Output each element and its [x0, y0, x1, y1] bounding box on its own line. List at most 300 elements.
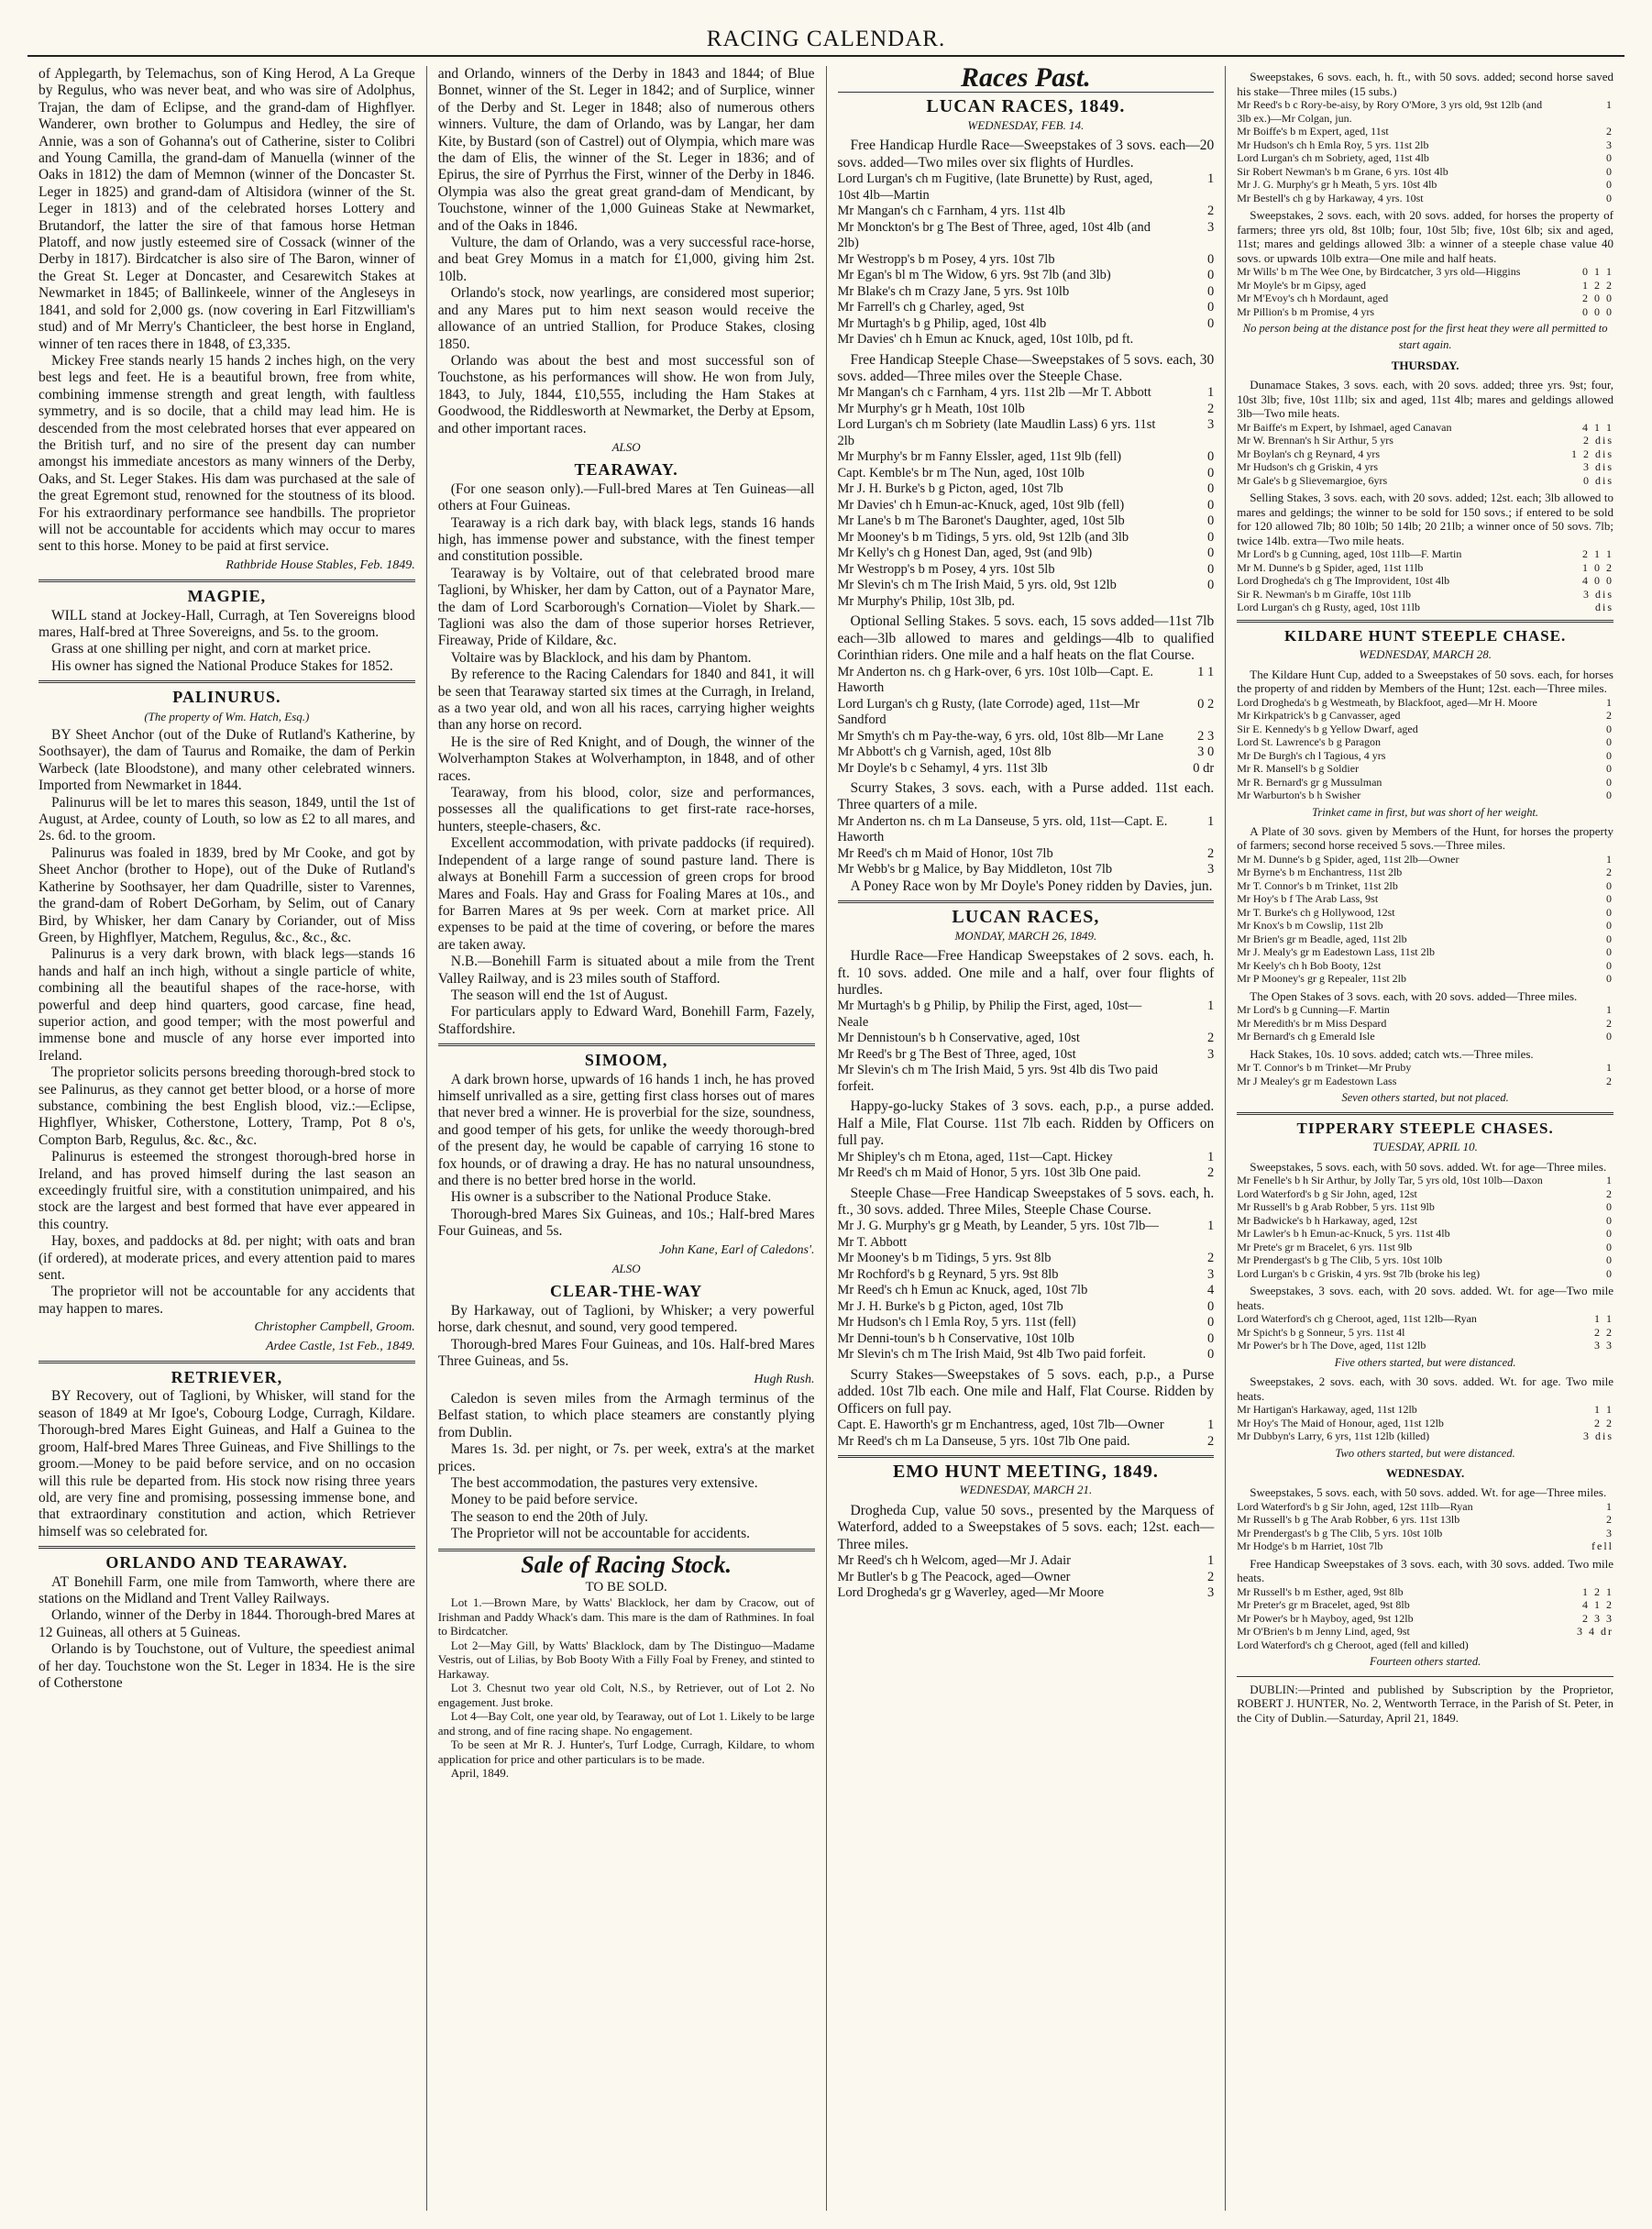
race-block — [838, 1186, 1215, 1363]
runner-placing: 0 2 — [1197, 696, 1215, 712]
runner-placing: 0 — [1606, 762, 1613, 776]
runner-name: Mr Dubbyn's Larry, 6 yrs, 11st 12lb (killed) — [1237, 1429, 1430, 1443]
runner-name: Lord Drogheda's gr g Waverley, aged—Mr Moore — [837, 1585, 1105, 1601]
runner-placing: 1 — [1606, 1174, 1613, 1187]
runner-row — [838, 1434, 1215, 1451]
runner-placing: 0 — [1207, 465, 1215, 480]
runner-row — [838, 268, 1215, 284]
tearaway-text-8: Excellent accommodation, with private paddocks (if required). Independent of a large range of sound pasture land. There is always at Bonehill Farm a succession of green crops for brood Mares and Foals. Hay and Grass for Foaling Mares at 10s., and for Barren Mares at 9s per week. Corn at market price. All expenses to be paid at the time of covering, or before the mares are taken away. — [437, 835, 815, 953]
race-block — [1237, 989, 1613, 1043]
runner-row — [838, 284, 1215, 301]
runner-placing: 1 0 2 — [1582, 560, 1613, 574]
runner-row — [1237, 460, 1613, 474]
runner-name: Mr Hoy's b f The Arab Lass, 9st — [1237, 892, 1379, 906]
runner-name: Lord Lurgan's ch g Rusty, (late Corrode) aged, 11st—Mr Sandford — [837, 696, 1140, 728]
runner-row — [838, 1418, 1215, 1434]
tearaway-text-4: Voltaire was by Blacklock, and his dam by Phantom. — [450, 649, 752, 666]
runner-name: Mr Butler's b g The Peacock, aged—Owner — [837, 1569, 1071, 1584]
race-block — [1237, 70, 1613, 204]
runner-name: Mr Pillion's b m Promise, 4 yrs — [1237, 304, 1375, 318]
poney-race: A Poney Race won by Mr Doyle's Poney ridden by Davies, jun. — [850, 877, 1213, 894]
runner-row — [1237, 1241, 1613, 1254]
runner-name: Mr P Mooney's gr g Repealer, 11st 2lb — [1237, 972, 1407, 986]
palinurus-heading: PALINURUS. — [172, 688, 281, 707]
race-block — [1237, 1485, 1613, 1553]
runner-placing: 3 — [1207, 1585, 1215, 1601]
runner-placing: 1 — [1207, 999, 1215, 1014]
runner-name: Mr J. H. Burke's b g Picton, aged, 10st 7lb — [837, 481, 1063, 497]
runner-row — [1237, 547, 1613, 561]
runner-name: Mr Knox's b m Cowslip, 11st 2lb — [1237, 919, 1383, 932]
runner-placing: 0 — [1606, 1266, 1613, 1280]
runner-row — [838, 1570, 1215, 1586]
runner-placing: 0 — [1207, 449, 1215, 465]
race-block — [838, 352, 1215, 611]
runner-placing: 1 2 1 — [1582, 1584, 1613, 1598]
runner-name: Mr Power's br h The Dove, aged, 11st 12lb — [1237, 1339, 1426, 1352]
runner-name: Mr Prendergast's b g The Clib, 5 yrs. 10st 10lb — [1237, 1253, 1443, 1267]
runner-name: Mr Meredith's br m Miss Despard — [1237, 1016, 1387, 1030]
runner-row — [838, 1283, 1215, 1299]
race-conditions: Sweepstakes, 2 sovs. each, with 20 sovs. added, for horses the property of farmers; three yrs old, 8st 10lb; four, 10st 5lb; five, 10st 6lb; six and aged, 11st; mares and geldings allowed 3lb: a winner of a steeple chase value 40 sovs. or upwards 10lb extra—One mile and half heats. — [1237, 208, 1613, 265]
runner-placing: 0 — [1207, 1315, 1215, 1330]
palinurus-text-4: Palinurus is a very dark brown, with black legs—stands 16 hands and half an inch high, without a single particle of white, combining all the beautiful shapes of the race-horse, with powerful and deep hind quarters, good carcase, fine head, superior action, and good temper; with the most powerful and immense bone and muscle of any horse ever imported into Ireland. — [39, 946, 415, 1064]
runner-placing: 0 — [1207, 481, 1215, 497]
runner-placing: 2 2 — [1594, 1416, 1613, 1429]
runner-placing: 2 — [1207, 845, 1215, 861]
runner-row — [1237, 1075, 1613, 1088]
runner-row — [838, 316, 1215, 333]
runner-row — [1237, 749, 1613, 763]
runner-row — [1237, 1187, 1613, 1201]
palinurus-signature-2: Ardee Castle, 1st Feb., 1849. — [265, 1339, 415, 1353]
runner-name: Mr Bestell's ch g by Harkaway, 4 yrs. 10st — [1237, 191, 1424, 204]
runner-name: Mr Westropp's b m Posey, 4 yrs. 10st 5lb — [837, 561, 1055, 577]
kildare-hunt-heading: KILDARE HUNT STEEPLE CHASE. — [1283, 626, 1567, 645]
runner-row — [838, 1331, 1215, 1348]
race-block — [1237, 1557, 1613, 1671]
runner-row — [838, 252, 1215, 269]
runner-name: Sir Robert Newman's b m Grane, 6 yrs. 10st 4lb — [1237, 164, 1448, 178]
palinurus-text-6: Palinurus is esteemed the strongest thorough-bred horse in Ireland, and has proved himself during the last season an exceedingly fruitful sire, with a constitution unimpaired, and his stock are the largest and best formed that have ever appeared in this country. — [39, 1149, 415, 1232]
runner-name: Mr Boylan's ch g Reynard, 4 yrs — [1237, 447, 1381, 460]
runner-placing: 2 0 0 — [1582, 292, 1613, 304]
race-conditions: Dunamace Stakes, 3 sovs. each, with 20 sovs. added; three yrs. 9st; four, 10st 3lb; five, 10st 11lb; six and aged, 11st 4lb; mares and geldings allowed 3lb—Two mile heats. — [1237, 378, 1613, 421]
race-conditions: Steeple Chase—Free Handicap Sweepstakes of 5 sovs. each, h. ft., 30 sovs. added. Three Miles, Steeple Chase Course. — [837, 1185, 1215, 1218]
runner-placing: 0 — [1207, 497, 1215, 513]
runner-name: Mr Power's br h Mayboy, aged, 9st 12lb — [1237, 1611, 1414, 1625]
runner-placing: 2 — [1207, 1433, 1215, 1449]
lot-1: Lot 1.—Brown Mare, by Watts' Blacklock, her dam by Cracow, out of Irishman and Paddy Whack's dam. This mare is the dam of Rathmines. In foal to Birdcatcher. — [437, 1595, 815, 1639]
runner-row — [838, 562, 1215, 579]
runner-row — [1237, 305, 1613, 319]
runner-name: Mr Reed's br g The Best of Three, aged, 10st — [837, 1046, 1076, 1062]
runner-row — [1237, 932, 1613, 946]
runner-row — [1237, 1527, 1613, 1540]
runner-name: Mr Hudson's ch h Emla Roy, 5 yrs. 11st 2lb — [1237, 138, 1429, 151]
also-label: ALSO — [611, 439, 641, 454]
runner-row — [838, 1150, 1215, 1166]
runner-placing: 2 — [1207, 204, 1215, 219]
magpie-text-3: His owner has signed the National Produce Stakes for 1852. — [51, 657, 393, 674]
runner-placing: 0 — [1606, 748, 1613, 762]
clear-the-way-text-3: Caledon is seven miles from the Armagh terminus of the Belfast station, to which place steamers are constantly plying from Dublin. — [437, 1390, 815, 1440]
runner-row — [1237, 1403, 1613, 1417]
runner-row — [1237, 1227, 1613, 1241]
runner-name: Mr Westropp's b m Posey, 4 yrs. 10st 7lb — [837, 251, 1055, 267]
runner-placing: 0 — [1207, 578, 1215, 593]
runner-placing: 2 — [1606, 709, 1613, 723]
tearaway-text-5: By reference to the Racing Calendars for 1840 and 841, it will be seen that Tearaway started six times at the Curragh, in Ireland, as a two year old, and won all his races, carrying higher weights than any horse on record. — [437, 667, 815, 734]
runner-placing: 0 — [1606, 1200, 1613, 1214]
runner-name: Mr Keely's ch h Bob Booty, 12st — [1237, 958, 1382, 972]
runner-row — [838, 300, 1215, 316]
tipperary-date: TUESDAY, APRIL 10. — [1372, 1140, 1478, 1154]
runner-name: Mr Hoy's The Maid of Honour, aged, 11st 12lb — [1237, 1416, 1444, 1429]
runner-row — [838, 862, 1215, 878]
runner-row — [838, 546, 1215, 562]
runner-name: Mr Hartigan's Harkaway, aged, 11st 12lb — [1237, 1403, 1417, 1417]
runner-name: Mr Lawler's b h Emun-ac-Knuck, 5 yrs. 11st 4lb — [1237, 1227, 1450, 1241]
divider — [39, 1361, 415, 1363]
runner-row — [838, 1315, 1215, 1331]
lucan-races-2-heading: LUCAN RACES, — [952, 907, 1100, 928]
runner-placing: 4 0 0 — [1582, 574, 1613, 588]
runner-placing: 1 — [1207, 1553, 1215, 1569]
runner-row — [1237, 959, 1613, 973]
runner-placing: 0 — [1207, 251, 1215, 267]
race-conditions: Free Handicap Sweepstakes of 3 sovs. each, with 30 sovs. added. Two mile heats. — [1237, 1556, 1613, 1585]
runner-name: Mr Moyle's br m Gipsy, aged — [1237, 278, 1366, 292]
runner-name: Lord Lurgan's ch m Sobriety, aged, 11st 4lb — [1237, 151, 1429, 164]
divider — [39, 680, 415, 683]
runner-row — [1237, 1017, 1613, 1031]
column-1 — [28, 66, 427, 2211]
race-conditions: Sweepstakes, 3 sovs. each, with 20 sovs. added. Wt. for age—Two mile heats. — [1237, 1284, 1613, 1312]
divider — [39, 579, 415, 582]
runner-row — [838, 481, 1215, 498]
magpie-text-1: WILL stand at Jockey-Hall, Curragh, at Ten Sovereigns blood mares, Half-bred at Three Sovereigns, and 5s. to the groom. — [39, 607, 415, 640]
runner-row — [1237, 1339, 1613, 1352]
runner-placing: 0 1 1 — [1582, 265, 1613, 278]
runner-placing: 0 — [1606, 191, 1613, 204]
runner-placing: 0 — [1606, 892, 1613, 906]
orlando-continued-1: and Orlando, winners of the Derby in 1843 and 1844; of Blue Bonnet, winner of the St. Leger in 1842; and of Surplice, winner of the Derby and St. Leger in 1848; also of numerous others winners. Vulture, the dam of Orlando, was by Langar, her dam Kite, by Bustard (son of Castrel) out of Olympia, which mare was the dam of Elis, the winner of the St. Leger in 1836; and of Epirus, the sire of Pyrrhus the First, winner of the Derby in 1846. Olympia was also the great great grand-dam of Mendicant, by Touchstone, winner of the 1,000 Guineas Stake at Newmarket, and of the Oaks in 1846. — [437, 66, 815, 234]
runner-placing: 3 — [1606, 1526, 1613, 1539]
race-block — [838, 138, 1215, 348]
runner-row — [1237, 972, 1613, 986]
runner-placing: 0 — [1606, 1227, 1613, 1241]
runner-row — [1237, 866, 1613, 879]
tearaway-heading: TEARAWAY. — [574, 460, 678, 480]
runner-row — [838, 578, 1215, 594]
runner-placing: 1 2 dis — [1570, 447, 1613, 460]
runner-row — [1237, 853, 1613, 866]
races-past-heading: Races Past. — [961, 66, 1091, 93]
clear-the-way-signature: Hugh Rush. — [754, 1373, 815, 1387]
runner-row — [838, 530, 1215, 546]
runner-placing: 3 dis — [1582, 460, 1613, 474]
runner-name: Mr W. Brennan's h Sir Arthur, 5 yrs — [1237, 434, 1393, 447]
runner-row — [1237, 151, 1613, 165]
tearaway-text-11: For particulars apply to Edward Ward, Bonehill Farm, Fazely, Staffordshire. — [437, 1004, 815, 1037]
mickey-free-description: Mickey Free stands nearly 15 hands 2 inches high, on the very best legs and feet. He is a beautiful brown, free from white, combining immense strength and great length, with faultless symmetry, and is so docile, that a child may lead him. He is descended from the most celebrated horses that ever appeared on the British turf, and no sire of the present day can number amongst his immediate ancestors as many winners of the Derby, Oaks, and St. Leger Stakes. His dam was purchased at the sale of the great Egremont stud, renowned for the stoutness of its blood. For his extraordinary performance see handbills. The proprietor will not be accountable for accidents which may occur to mares sent to this horse. Money to be paid at first service. — [39, 352, 415, 555]
runner-placing: 0 — [1207, 283, 1215, 299]
runner-row — [838, 402, 1215, 418]
runner-name: Capt. Kemble's br m The Nun, aged, 10st 10lb — [837, 465, 1085, 480]
race-conditions: Scurry Stakes—Sweepstakes of 5 sovs. each, p.p., a Purse added. 10st 7lb each. One mile and Half, Flat Course. Ridden by Officers on full pay. — [837, 1366, 1215, 1417]
runner-placing: 0 — [1207, 1347, 1215, 1363]
runner-row — [1237, 1429, 1613, 1443]
runner-row — [1237, 1267, 1613, 1281]
runner-row — [1237, 292, 1613, 305]
runner-placing: 0 0 0 — [1582, 304, 1613, 318]
runner-name: Mr Hudson's ch g Griskin, 4 yrs — [1237, 460, 1379, 474]
runner-row — [1237, 98, 1613, 125]
runner-placing: 1 1 — [1594, 1312, 1613, 1326]
divider — [438, 1043, 815, 1046]
race-conditions: Sweepstakes, 6 sovs. each, h. ft., with 50 sovs. added; second horse saved his stake—Three miles (15 subs.) — [1237, 70, 1613, 98]
runner-placing: 3 3 — [1594, 1339, 1613, 1352]
orlando-continued-2: Vulture, the dam of Orlando, was a very successful race-horse, and beat Grey Momus in a match for £1,000, giving him 2st. 10lb. — [437, 235, 815, 284]
runner-placing: 0 — [1606, 722, 1613, 735]
runner-placing: 1 — [1606, 98, 1613, 111]
runner-name: Mr R. Bernard's gr g Mussulman — [1237, 775, 1382, 789]
divider — [838, 900, 1215, 903]
runner-name: Mr Hudson's ch l Emla Roy, 5 yrs. 11st (fell) — [837, 1315, 1076, 1330]
runner-row — [1237, 906, 1613, 920]
runner-row — [838, 761, 1215, 778]
runner-row — [838, 1031, 1215, 1047]
runner-row — [1237, 879, 1613, 893]
runner-row — [838, 1165, 1215, 1182]
runner-placing: 0 dr — [1193, 760, 1215, 776]
runner-placing: 0 — [1606, 151, 1613, 164]
runner-placing: 0 — [1606, 1030, 1613, 1043]
race-block — [1237, 668, 1613, 821]
runner-placing: 0 — [1207, 315, 1215, 331]
runner-row — [838, 697, 1215, 729]
runner-name: Mr Murphy's br m Fanny Elssler, aged, 11st 9lb (fell) — [837, 449, 1122, 465]
runner-name: Lord Lurgan's ch g Rusty, aged, 10st 11lb — [1237, 601, 1420, 614]
runner-row — [1237, 574, 1613, 588]
clear-the-way-text-4: Mares 1s. 3d. per night, or 7s. per week, extra's at the market prices. — [437, 1441, 815, 1474]
tearaway-text-6: He is the sire of Red Knight, and of Dough, the winner of the Wolverhampton Stakes at Wolverhampton, in 1848, and of other races. — [437, 734, 815, 784]
runner-placing: 2 1 1 — [1582, 547, 1613, 561]
race-block — [838, 1503, 1215, 1602]
runner-name: Mr Rochford's b g Reynard, 5 yrs. 9st 8lb — [837, 1266, 1059, 1282]
divider — [1237, 620, 1613, 623]
runner-row — [1237, 1612, 1613, 1626]
tearaway-text-3: Tearaway is by Voltaire, out of that celebrated brood mare Taglioni, by Whisker, her dam by Catton, out of a Paynator Mare, the dam of Lord Scarborough's Cornation—Violet by Shark.—Taglioni was also the dam of those superior horses Retriever, Fireaway, Pride of Kildare, &c. — [437, 565, 815, 649]
runner-row — [1237, 588, 1613, 601]
runner-row — [1237, 561, 1613, 575]
race-block — [1237, 824, 1613, 986]
runner-name: Mr Egan's bl m The Widow, 6 yrs. 9st 7lb (and 3lb) — [837, 268, 1111, 283]
clear-the-way-text-6: Money to be paid before service. — [450, 1492, 638, 1508]
runner-name: Capt. E. Haworth's gr m Enchantress, aged, 10st 7lb—Owner — [837, 1418, 1164, 1433]
runner-row — [1237, 178, 1613, 192]
runner-placing: 3 dis — [1582, 587, 1613, 601]
runner-row — [1237, 474, 1613, 488]
runner-placing: 2 — [1606, 125, 1613, 138]
runner-row — [1237, 447, 1613, 461]
runner-placing: 3 — [1207, 1046, 1215, 1062]
runner-placing: 2 — [1207, 1165, 1215, 1181]
runner-placing: 0 dis — [1582, 473, 1613, 487]
palinurus-text-8: The proprietor will not be accountable for any accidents that may happen to mares. — [39, 1284, 415, 1317]
runner-placing: 4 1 1 — [1582, 420, 1613, 434]
runner-placing: 0 — [1606, 164, 1613, 178]
runner-placing: 2 3 3 — [1582, 1611, 1613, 1625]
race-block — [838, 948, 1215, 1095]
runner-row — [838, 1219, 1215, 1251]
page-title: RACING CALENDAR. — [28, 24, 1624, 57]
runner-placing: 1 — [1606, 852, 1613, 866]
runner-name: Mr Gale's b g Slievemargioe, 6yrs — [1237, 473, 1388, 487]
runner-name: Mr Farrell's ch g Charley, aged, 9st — [837, 300, 1025, 315]
runner-name: Mr Prendergast's b g The Clib, 5 yrs. 10st 10lb — [1237, 1526, 1443, 1539]
runner-name: Mr Brien's gr m Beadle, aged, 11st 2lb — [1237, 932, 1407, 945]
thursday-label: THURSDAY. — [1391, 358, 1459, 372]
tearaway-text-1: (For one season only).—Full-bred Mares at Ten Guineas—all others at Four Guineas. — [437, 480, 815, 514]
race-conditions: Happy-go-lucky Stakes of 3 sovs. each, p.p., a purse added. Half a Mile, Flat Course. 11st 7lb each. Ridden by Officers on full pay. — [837, 1098, 1215, 1149]
runner-name: Mr Smyth's ch m Pay-the-way, 6 yrs. old, 10st 8lb—Mr Lane — [837, 728, 1164, 744]
runner-row — [1237, 776, 1613, 789]
race-conditions: Scurry Stakes, 3 sovs. each, with a Purse added. 11st each. Three quarters of a mile. — [837, 780, 1215, 813]
runner-row — [1237, 138, 1613, 152]
race-note: No person being at the distance post for the first heat they were all permitted to start again. — [1242, 322, 1608, 352]
runner-row — [838, 513, 1215, 530]
runner-placing: 2 — [1606, 1186, 1613, 1200]
runner-name: Mr Russell's b g Arab Robber, 5 yrs. 11st 9lb — [1237, 1200, 1435, 1214]
runner-placing: 1 — [1207, 385, 1215, 401]
runner-name: Lord Waterford's b g Sir John, aged, 12st 11lb—Ryan — [1237, 1499, 1473, 1513]
race-conditions: A Plate of 30 sovs. given by Members of the Hunt, for horses the property of farmers; second horse received 5 sovs.—Three miles. — [1237, 823, 1613, 853]
race-note: Two others started, but were distanced. — [1335, 1446, 1515, 1460]
runner-row — [1237, 1253, 1613, 1267]
runner-name: Mr Russell's b m Esther, aged, 9st 8lb — [1237, 1584, 1404, 1598]
runner-name: Lord Waterford's ch g Cheroot, aged, 11st 12lb—Ryan — [1237, 1312, 1477, 1326]
divider — [1237, 1676, 1613, 1677]
runner-placing: 0 — [1207, 529, 1215, 545]
sale-lots — [438, 1595, 815, 1781]
runner-row — [838, 846, 1215, 863]
simoom-signature: John Kane, Earl of Caledons'. — [659, 1242, 815, 1257]
runner-row — [838, 999, 1215, 1031]
runner-placing: 0 — [1207, 268, 1215, 283]
runner-row — [838, 1347, 1215, 1363]
palinurus-text-1: BY Sheet Anchor (out of the Duke of Rutland's Katherine, by Soothsayer), the dam of Taurus and Romaike, the dam of Perkin Warbeck (late Bloodstone), and many other celebrated winners. Imported from Newmarket in 1844. — [39, 727, 415, 794]
retriever-heading: RETRIEVER, — [171, 1368, 283, 1387]
runner-row — [1237, 762, 1613, 776]
runner-name: Mr Blake's ch m Crazy Jane, 5 yrs. 9st 10lb — [837, 283, 1070, 299]
runner-name: Mr Reed's ch m La Danseuse, 5 yrs. 10st 7lb One paid. — [837, 1433, 1130, 1449]
runner-name: Mr Hodge's b m Harriet, 10st 7lb — [1237, 1539, 1383, 1553]
runner-placing: fell — [1591, 1539, 1613, 1553]
runner-placing: 0 — [1606, 1253, 1613, 1267]
runner-name: Mr J Mealey's gr m Eadestown Lass — [1237, 1074, 1397, 1087]
runner-name: Mr Preter's gr m Bracelet, aged, 9st 8lb — [1237, 1598, 1410, 1612]
also-label: ALSO — [611, 1262, 641, 1276]
runner-name: Mr Murphy's gr h Meath, 10st 10lb — [837, 401, 1025, 416]
sale-subheading: TO BE SOLD. — [585, 1579, 667, 1595]
race-conditions: Hurdle Race—Free Handicap Sweepstakes of 2 sovs. each, h. ft. 10 sovs. added. One mile and a half, over four flights of hurdles. — [837, 948, 1215, 998]
race-note: Seven others started, but not placed. — [1341, 1091, 1509, 1105]
runner-name: Mr Slevin's ch m The Irish Maid, 5 yrs. old, 9st 12lb — [837, 578, 1117, 593]
runner-placing: 3 — [1606, 138, 1613, 151]
runner-name: Mr T. Connor's b m Trinket, 11st 2lb — [1237, 878, 1398, 892]
runner-row — [1237, 789, 1613, 802]
runner-name: Mr T. Burke's ch g Hollywood, 12st — [1237, 905, 1395, 919]
runner-row — [1237, 919, 1613, 932]
runner-row — [838, 332, 1215, 348]
column-2 — [427, 66, 827, 2211]
runner-row — [838, 1063, 1215, 1095]
runner-row — [838, 814, 1215, 846]
runner-row — [838, 171, 1215, 204]
runner-placing — [1172, 1063, 1214, 1095]
runner-placing: 1 — [1606, 1003, 1613, 1017]
runner-name: Mr Kelly's ch g Honest Dan, aged, 9st (and 9lb) — [837, 546, 1093, 561]
runner-placing: 1 — [1606, 1061, 1613, 1075]
race-block — [838, 1098, 1215, 1181]
runner-row — [1237, 1061, 1613, 1075]
runner-row — [838, 220, 1215, 252]
wednesday-label: WEDNESDAY. — [1385, 1465, 1465, 1480]
clear-the-way-text-7: The season to end the 20th of July. — [450, 1508, 648, 1525]
runner-name: Mr Murphy's Philip, 10st 3lb, pd. — [837, 593, 1016, 609]
race-conditions: Selling Stakes, 3 sovs. each, with 20 sovs. added; 12st. each; 3lb allowed to mares and geldings; the winner to be sold for 150 sovs.; if entered to be sold for 120 allowed 7lb; 80 10lb; 50 14lb; 20 21lb; a winner once of 50 sovs. 7lb; twice 14lb. extra—Two mile heats. — [1237, 491, 1613, 547]
runner-row — [838, 1585, 1215, 1602]
runner-name: Mr Reed's ch h Emun ac Knuck, aged, 10st 7lb — [837, 1283, 1088, 1298]
clear-the-way-text-1: By Harkaway, out of Taglioni, by Whisker; a very powerful horse, dark chesnut, and sound, very good tempered. — [437, 1302, 815, 1336]
runner-row — [1237, 723, 1613, 736]
runner-placing: 1 2 2 — [1582, 278, 1613, 292]
runner-name: Mr Lord's b g Cunning, aged, 10st 11lb—F. Martin — [1237, 547, 1462, 561]
lucan-races-2-date: MONDAY, MARCH 26, 1849. — [954, 928, 1097, 943]
race-block — [1237, 1374, 1613, 1462]
runner-placing: 1 — [1207, 1219, 1215, 1234]
runner-name: Mr De Burgh's ch l Tagious, 4 yrs — [1237, 748, 1386, 762]
race-conditions: Drogheda Cup, value 50 sovs., presented by the Marquess of Waterford, added to a Sweepstakes of 5 sovs. each; 12st. each—Three miles. — [837, 1502, 1215, 1552]
runner-row — [1237, 696, 1613, 710]
mickey-free-signature: Rathbride House Stables, Feb. 1849. — [226, 557, 415, 572]
palinurus-signature-1: Christopher Campbell, Groom. — [254, 1320, 415, 1335]
runner-placing — [1172, 332, 1214, 348]
runner-name: Mr Baiffe's m Expert, by Ishmael, aged Canavan — [1237, 420, 1452, 434]
runner-name: Lord Lurgan's b c Griskin, 4 yrs. 9st 7lb (broke his leg) — [1237, 1266, 1481, 1280]
runner-row — [838, 417, 1215, 449]
runner-name: Mr J. H. Burke's b g Picton, aged, 10st 7lb — [837, 1298, 1063, 1314]
runner-name: Sir E. Kennedy's b g Yellow Dwarf, aged — [1237, 722, 1418, 735]
runner-name: Mr Spicht's b g Sonneur, 5 yrs. 11st 4l — [1237, 1325, 1405, 1339]
race-conditions: Hack Stakes, 10s. 10 sovs. added; catch wts.—Three miles. — [1250, 1046, 1534, 1061]
runner-row — [838, 1299, 1215, 1316]
runner-row — [838, 449, 1215, 466]
clear-the-way-text-2: Thorough-bred Mares Four Guineas, and 10s. Half-bred Mares Three Guineas, and 5s. — [437, 1336, 815, 1370]
clear-the-way-text-8: The Proprietor will not be accountable for accidents. — [450, 1526, 750, 1542]
runner-name: Mr Bernard's ch g Emerald Isle — [1237, 1030, 1375, 1043]
runner-name: Mr Davies' ch h Emun ac Knuck, aged, 10st 10lb, pd ft. — [837, 332, 1134, 348]
runner-row — [1237, 945, 1613, 959]
runner-placing: 0 — [1207, 300, 1215, 315]
runner-row — [838, 385, 1215, 402]
orlando-continued-4: Orlando was about the best and most successful son of Touchstone, as his performances will show. He won from July, 1843, to July, 1844, £10,555, including the Ham Stakes at Goodwood, the Riddlesworth at Newmarket, the Derby at Epsom, and other important races. — [437, 352, 815, 436]
runner-name: Lord Drogheda's ch g The Improvident, 10st 4lb — [1237, 574, 1450, 588]
orlando-text-3: Orlando is by Touchstone, out of Vulture, the speediest animal of her day. Touchstone won the St. Leger in 1834. He is the sire of Cotherstone — [39, 1641, 415, 1691]
race-conditions: Free Handicap Steeple Chase—Sweepstakes of 5 sovs. each, 30 sovs. added—Three miles over the Steeple Chase. — [837, 351, 1215, 384]
